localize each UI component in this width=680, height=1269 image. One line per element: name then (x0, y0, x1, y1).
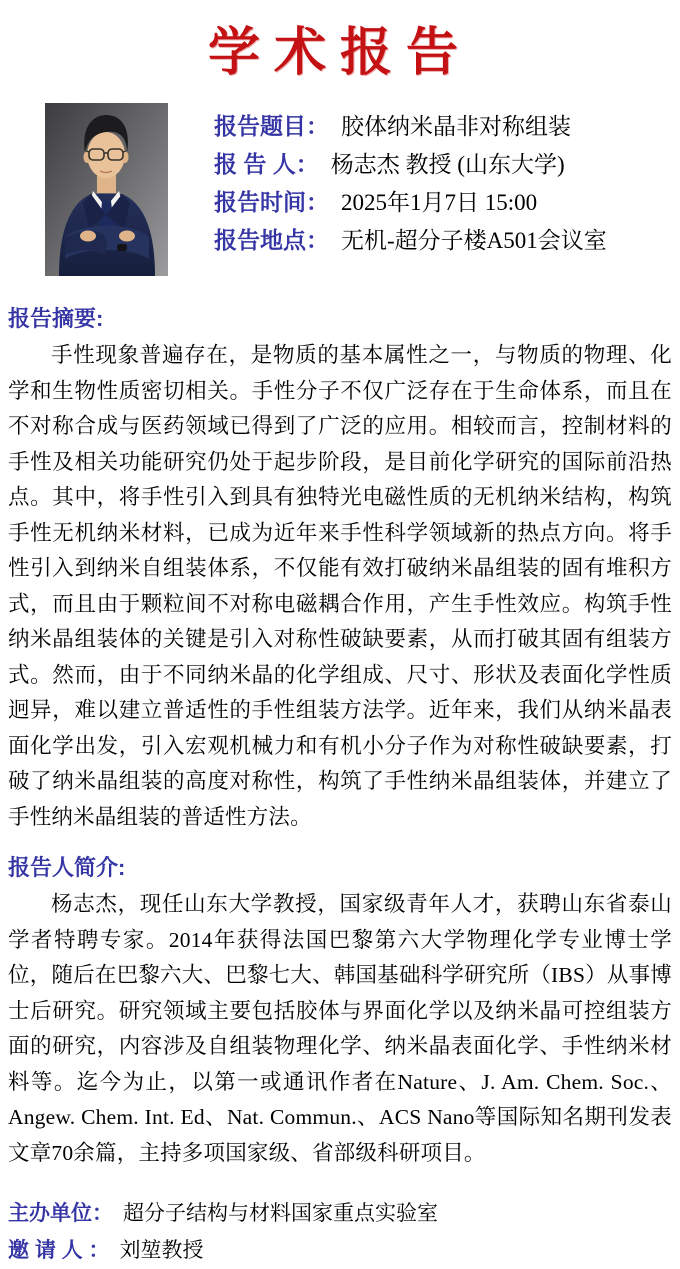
header-row (8, 103, 672, 276)
host-value: 超分子结构与材料国家重点实验室 (123, 1201, 438, 1225)
time-value: 2025年1月7日 15:00 (341, 190, 538, 215)
location-label: 报告地点： (214, 227, 329, 253)
bio-paragraph: 杨志杰，现任山东大学教授，国家级青年人才，获聘山东省泰山学者特聘专家。2014年获得法国巴黎第六大学物理化学专业博士学位，随后在巴黎六大、巴黎七大、韩国基础科学研究所（IBS）从事博士后研究。研究领域主要包括胶体与界面化学以及纳米晶可控组装方面的研究，内容涉及自组装物理化学、纳米晶表面化学、手性纳米材料等。迄今为止，以第一或通讯作者在Nature、J. Am. Chem. Soc.、Angew. Chem. Int. Ed、Nat. Commun.、ACS Nano等国际知名期刊发表文章70余篇，主持多项国家级、省部级科研项目。 (8, 892, 672, 1165)
topic-label: 报告题目： (214, 113, 329, 139)
seminar-info-list (214, 103, 607, 259)
footer-line-host (8, 1195, 672, 1232)
footer-line-inviter (8, 1232, 672, 1269)
time-label: 报告时间： (214, 189, 329, 215)
seminar-announcement (0, 10, 680, 1269)
speaker-label: 报 告 人： (214, 151, 319, 177)
speaker-portrait-illustration (45, 103, 168, 276)
location-value: 无机-超分子楼A501会议室 (341, 228, 607, 253)
host-label: 主办单位： (8, 1202, 113, 1225)
inviter-value: 刘堃教授 (119, 1238, 204, 1262)
info-line-location (214, 221, 607, 259)
bio-heading: 报告人简介: (8, 855, 126, 880)
inviter-label: 邀 请 人 ： (8, 1239, 110, 1262)
info-line-time (214, 183, 607, 221)
speaker-value: 杨志杰 教授 (山东大学) (330, 152, 565, 177)
abstract-paragraph: 手性现象普遍存在，是物质的基本属性之一，与物质的物理、化学和生物性质密切相关。手性分子不仅广泛存在于生命体系，而且在不对称合成与医药领域已得到了广泛的应用。相较而言，控制材料的手性及相关功能研究仍处于起步阶段，是目前化学研究的国际前沿热点。其中，将手性引入到具有独特光电磁性质的无机纳米结构，构筑手性无机纳米材料，已成为近年来手性科学领域新的热点方向。将手性引入到纳米自组装体系，不仅能有效打破纳米晶组装的固有堆积方式，而且由于颗粒间不对称电磁耦合作用，产生手性效应。构筑手性纳米晶组装体的关键是引入对称性破缺要素，从而打破其固有组装方式。然而，由于不同纳米晶的化学组成、尺寸、形状及表面化学性质迥异，难以建立普适性的手性组装方法学。近年来，我们从纳米晶表面化学出发，引入宏观机械力和有机小分子作为对称性破缺要素，打破了纳米晶组装的高度对称性，构筑了手性纳米晶组装体，并建立了手性纳米晶组装的普适性方法。 (8, 343, 672, 829)
page-title: 学术报告 (207, 25, 472, 82)
topic-value: 胶体纳米晶非对称组装 (341, 114, 571, 139)
abstract-heading: 报告摘要: (8, 306, 104, 331)
speaker-photo (45, 103, 168, 276)
footer-block (8, 1195, 672, 1269)
info-line-topic (214, 107, 607, 145)
info-line-speaker (214, 145, 607, 183)
